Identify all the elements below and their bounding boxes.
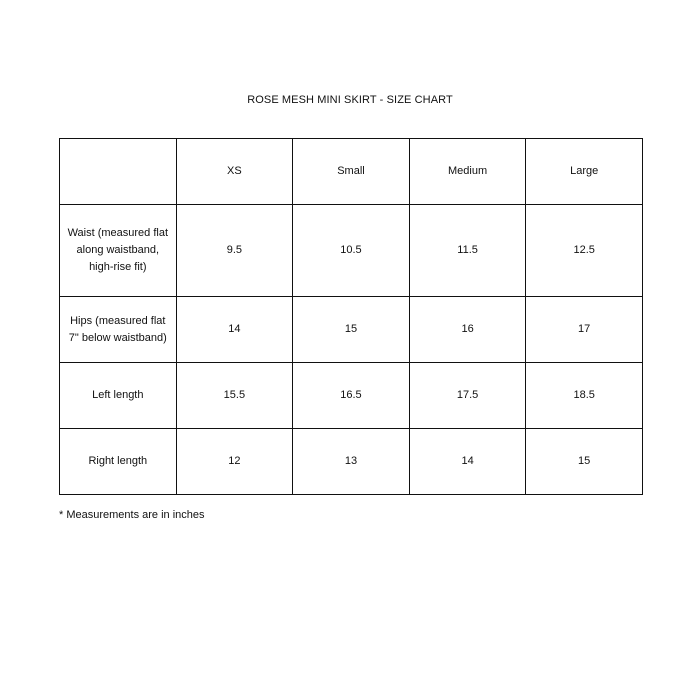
size-chart-table	[59, 138, 643, 495]
table-row-right-length	[60, 429, 643, 495]
row-label-hips: Hips (measured flat 7" below waistband)	[60, 297, 177, 363]
footnote: * Measurements are in inches	[59, 509, 205, 521]
table-cell: 14	[409, 429, 526, 495]
header-cell-empty	[60, 139, 177, 205]
table-row-waist	[60, 205, 643, 297]
row-label-right-length: Right length	[60, 429, 177, 495]
table-cell: 17.5	[409, 363, 526, 429]
table-cell: 17	[526, 297, 643, 363]
header-cell-large: Large	[526, 139, 643, 205]
table-cell: 15	[526, 429, 643, 495]
table-header-row	[60, 139, 643, 205]
table-cell: 10.5	[293, 205, 410, 297]
table-cell: 15.5	[176, 363, 293, 429]
table-cell: 18.5	[526, 363, 643, 429]
header-cell-medium: Medium	[409, 139, 526, 205]
table-row-hips	[60, 297, 643, 363]
table-cell: 12.5	[526, 205, 643, 297]
table-row-left-length	[60, 363, 643, 429]
header-cell-small: Small	[293, 139, 410, 205]
table-cell: 13	[293, 429, 410, 495]
table-cell: 15	[293, 297, 410, 363]
table-cell: 9.5	[176, 205, 293, 297]
row-label-waist: Waist (measured flat along waistband, high-rise fit)	[60, 205, 177, 297]
header-cell-xs: XS	[176, 139, 293, 205]
table-cell: 16	[409, 297, 526, 363]
table-cell: 12	[176, 429, 293, 495]
table-cell: 14	[176, 297, 293, 363]
table-cell: 16.5	[293, 363, 410, 429]
row-label-left-length: Left length	[60, 363, 177, 429]
table-cell: 11.5	[409, 205, 526, 297]
page-title: ROSE MESH MINI SKIRT - SIZE CHART	[247, 94, 453, 106]
